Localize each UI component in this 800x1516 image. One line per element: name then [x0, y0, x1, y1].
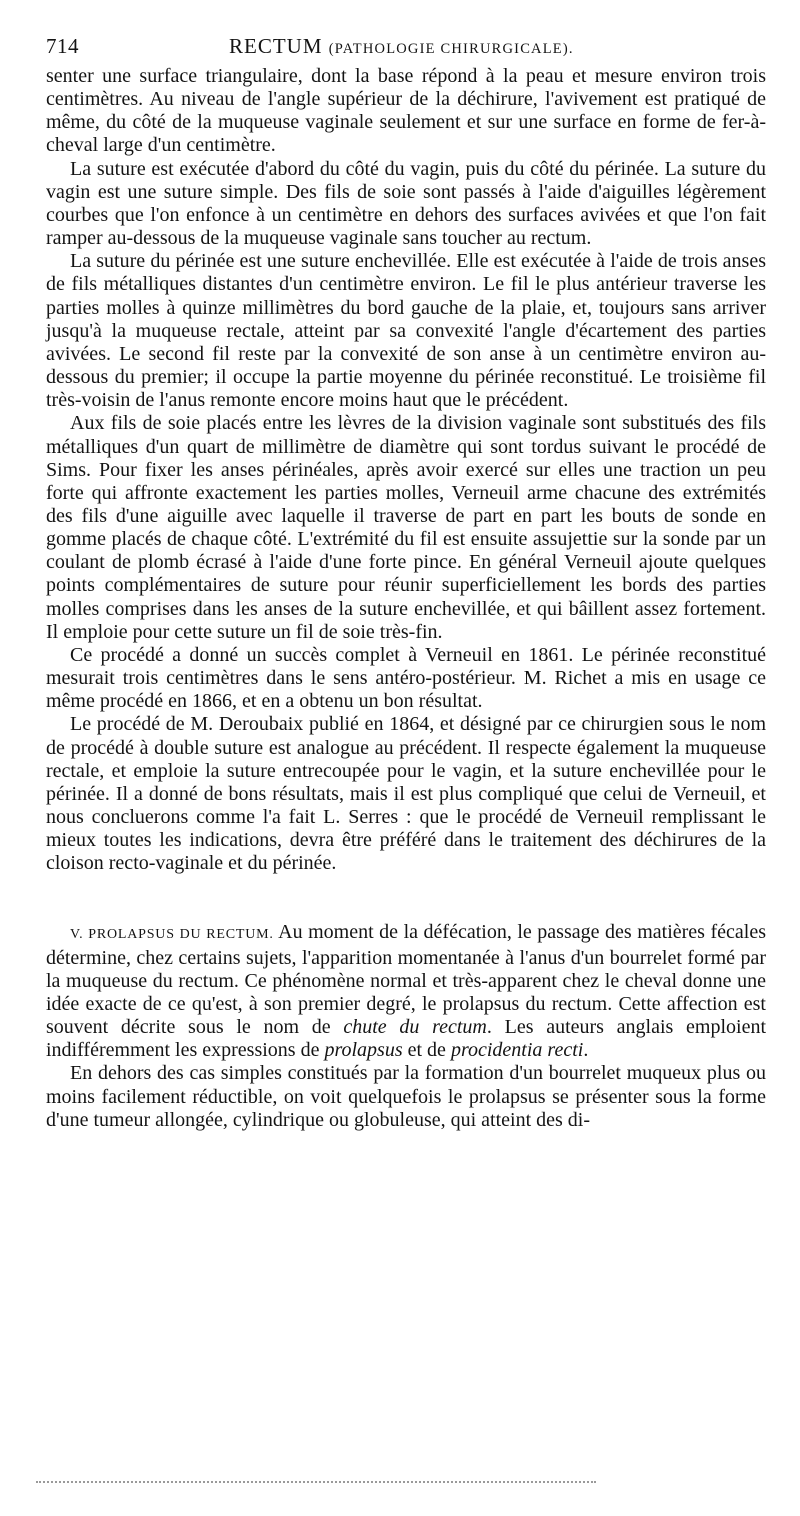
term-procidentia-recti: procidentia recti: [450, 1039, 584, 1062]
paragraph-5: Ce procédé a donné un succès complet à Verneuil en 1861. Le périnée reconstitué mesurait trois centimètres dans le sens antéro-postérieur. M. Richet a mis en usage ce même procédé en 1866, et en a obtenu un bon résultat.: [46, 643, 766, 713]
running-head-title: RECTUM: [229, 34, 323, 58]
paragraph-6: Le procédé de M. Deroubaix publié en 1864, et désigné par ce chirurgien sous le nom de procédé à double suture est analogue au précédent. Il respecte également la muqueuse rectale, et emploie la suture entrecoupée pour le vagin, et la suture enchevillée pour le périnée. Il a donné de bons résultats, mais il est plus compliqué que celui de Verneuil, et nous concluerons comme l'a fait L. Serres : que le procédé de Verneuil remplissant le mieux toutes les indications, devra être préféré dans le traitement des déchirures de la cloison recto-vaginale et du périnée.: [46, 713, 766, 875]
paragraph-4: Aux fils de soie placés entre les lèvres de la division vaginale sont substitués des fils métalliques d'un quart de millimètre de diamètre qui sont tordus suivant le procédé de Sims. Pour fixer les anses périnéales, après avoir exercé sur elles une traction un peu forte qui affronte exactement les parties molles, Verneuil arme chacune des extrémités des fils d'une aiguille avec laquelle il traverse de part en part les bouts de sonde en gomme placés de chaque côté. L'extrémité du fil est ensuite assujettie sur la sonde par un coulant de plomb écrasé à l'aide d'une forte pince. En général Verneuil ajoute quelques points complémentaires de suture pour réunir superficiellement les bords des parties molles comprises dans les anses de la suture enchevillée, et qui bâillent assez fortement. Il emploie pour cette suture un fil de soie très-fin.: [46, 412, 766, 643]
section-text-2: . Les auteurs anglais emploient indifféremment les expressions de: [46, 1016, 767, 1062]
section-text-1: Au moment de la défécation, le passage des matières fécales détermine, chez certains sujets, l'apparition momentanée à l'anus d'un bourrelet formé par la muqueuse du rectum. Ce phénomène normal et très-apparent chez le cheval donne une idée exacte de ce qu'est, à son premier degré, le prolapsus du rectum. Cette affection est souvent décrite sous le nom de: [46, 921, 766, 1039]
paragraph-3: La suture du périnée est une suture enchevillée. Elle est exécutée à l'aide de trois anses de fils métalliques distantes d'un centimètre environ. Le fil le plus antérieur traverse les parties molles à quinze millimètres du bord gauche de la plaie, et, toujours sans arriver jusqu'à la muqueuse rectale, atteint par sa convexité l'angle d'écartement des parties avivées. Le second fil reste par la convexité de son anse à un centimètre environ au-dessous du premier; il occupe la partie moyenne du périnée reconstitué. Le troisième fil très-voisin de l'anus remonte encore moins haut que le précédent.: [46, 250, 766, 412]
section-v-paragraph: [46, 921, 766, 1062]
paragraph-8: En dehors des cas simples constitués par la formation d'un bourrelet muqueux plus ou moins facilement réductible, on voit quelquefois le prolapsus se présenter sous la forme d'une tumeur allongée, cylindrique ou globuleuse, qui atteint des di-: [46, 1062, 766, 1131]
section-text-3: et de: [407, 1039, 446, 1062]
footer-dotted-rule: [36, 1475, 596, 1483]
section-text-4: .: [583, 1039, 589, 1062]
term-prolapsus: prolapsus: [324, 1039, 403, 1062]
page-header: [46, 34, 766, 62]
paragraph-1: senter une surface triangulaire, dont la base répond à la peau et mesure environ trois centimètres. Au niveau de l'angle supérieur de la déchirure, l'avivement est pratiqué de même, du côté de la muqueuse vaginale seulement et sur une surface en forme de fer-à-cheval large d'un centimètre.: [46, 65, 766, 157]
page-body: [46, 65, 766, 1132]
running-head-subtitle: (PATHOLOGIE CHIRURGICALE).: [328, 41, 574, 57]
section-heading: V. PROLAPSUS DU RECTUM.: [70, 927, 274, 943]
paragraph-2: La suture est exécutée d'abord du côté du vagin, puis du côté du périnée. La suture du vagin est une suture simple. Des fils de soie sont passés à l'aide d'aiguilles légèrement courbes que l'on enfonce à un centimètre en dehors des surfaces avivées et que l'on fait ramper au-dessous de la muqueuse vaginale sans toucher au rectum.: [46, 157, 766, 250]
page-number: 714: [46, 34, 79, 58]
running-head: [229, 34, 574, 59]
term-chute-du-rectum: chute du rectum: [343, 1016, 487, 1039]
